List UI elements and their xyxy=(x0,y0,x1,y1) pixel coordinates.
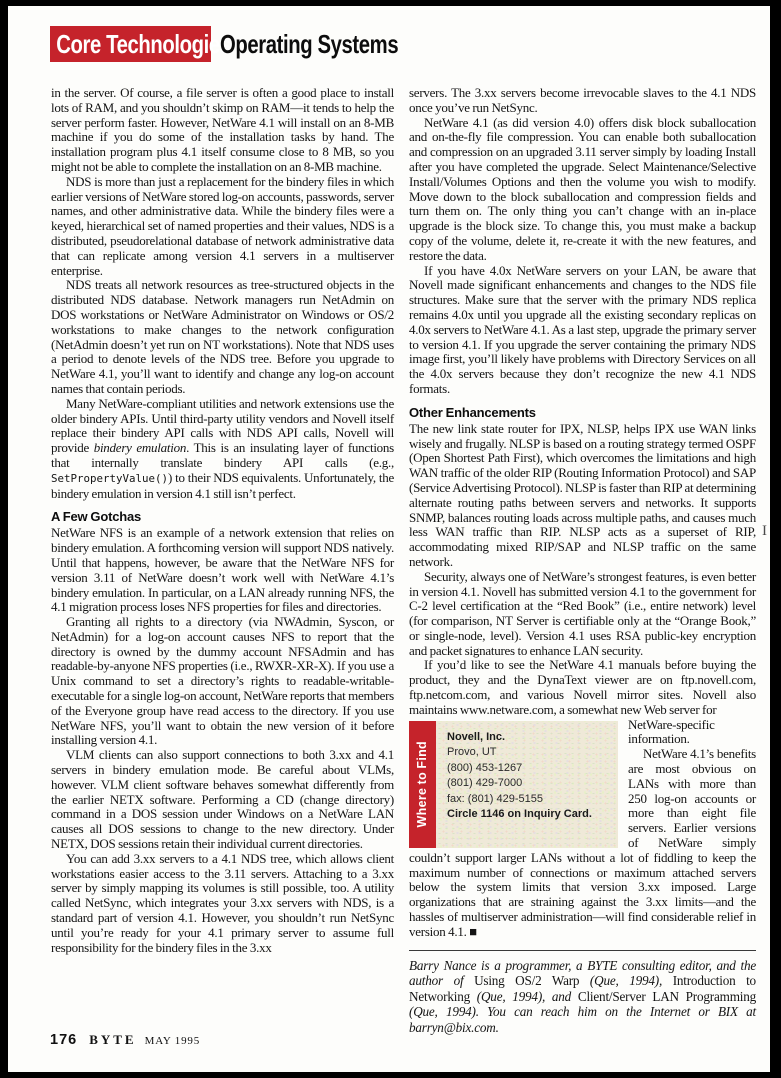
kicker-banner xyxy=(50,26,231,62)
page-number: 176 xyxy=(50,1032,78,1048)
magazine-name: BYTE xyxy=(89,1032,137,1047)
paragraph: NetWare NFS is an example of a network extension that relies on bindery emulation. A forthcoming version will support NDS natively. Until that happens, however, be aware that the NetWare NFS for version 3.11 of NetWare doesn’t work well with NetWare 4.1’s bindery emulation. In particular, on a LAN already running NFS, the 4.1 migration process loses NFS properties for files and directories. xyxy=(51,525,394,615)
paragraph: If you’d like to see the NetWare 4.1 manuals before buying the product, they and the DynaText viewer are on ftp.novell.com, ftp.netcom.com, and various Novell mirror sites. Novell also maintains www.netware.com, a somewhat new Web server for xyxy=(409,657,756,717)
paragraph: NDS treats all network resources as tree-structured objects in the distributed NDS database. Network managers run NetAdmin on DOS workstations or NetWare Administrator on Windows or OS/2 workstations to make changes to the network configuration (NetAdmin doesn’t yet run on NT workstations). Note that NDS uses a period to denote levels of the NDS tree. Before you upgrade to NetWare 4.1, you’ll want to identify and change any log-on account names that contain periods. xyxy=(51,277,394,396)
author-bio xyxy=(409,958,756,1036)
section-heading-other-enhancements: Other Enhancements xyxy=(409,404,536,420)
vendor-fax: fax: (801) 429-5155 xyxy=(447,792,544,805)
paragraph: NetWare 4.1’s benefits are most obvious on LANs with more than 250 log-on accounts or more than eight file servers. Earlier versions of NetWare simply couldn’t support larger LANs without a lot of fiddling to keep the maximum number of connections or maximum attached servers below the system limits that version 3.xx imposed. Large organizations that are straining against the 3.xx limits—and the hassles of multiserver administration—will find considerable relief in version 4.1. ■ xyxy=(409,746,756,939)
paragraph: NDS is more than just a replacement for the bindery files in which earlier versions of NetWare stored log-on accounts, passwords, server names, and other administrative data. While the bindery files were a keyed, hierarchical set of named properties and their values, NDS is a distributed, pseudorelational database of network administrative data that can replicate among version 4.1 servers in a multiserver enterprise. xyxy=(51,173,394,278)
paragraph: NetWare-specific information. xyxy=(628,716,715,747)
paragraph: servers. The 3.xx servers become irrevocable slaves to the 4.1 NDS once you’ve run NetSync. xyxy=(409,85,756,115)
paragraph: You can add 3.xx servers to a 4.1 NDS tree, which allows client workstations easier access to the 3.11 servers. Attaching to a 3.xx server by simply mapping its volumes is still possible, too. A utility called NetSync, which integrates your 3.xx servers with NDS, is a standard part of version 4.1. However, you shouldn’t run NetSync until you’re ready for your 4.1 primary server to assume full responsibility for the bindery files in the 3.xx xyxy=(51,850,394,955)
where-to-find-box xyxy=(409,721,618,848)
ibeam-cursor-icon: I xyxy=(762,523,767,539)
paragraph-text: . This is an insulating layer of functions that internally translate bindery API calls (e.g., xyxy=(51,440,394,470)
italic-term: bindery emulation xyxy=(93,440,187,456)
article-column-right xyxy=(409,86,756,1036)
vendor-location: Provo, UT xyxy=(447,746,497,759)
section-title xyxy=(220,26,448,62)
paragraph-text: Many NetWare-compliant utilities and network extensions use the older bindery APIs. Until third-party utility vendors and Novell itself replace their bindery API calls with NDS API calls, Novell will provide xyxy=(51,395,394,456)
section-title-label: Operating Systems xyxy=(220,28,399,59)
code-snippet: SetPropertyValue() xyxy=(51,471,169,485)
book-title: Introduction to Networking xyxy=(409,973,756,1004)
kicker-label: Core Technologies xyxy=(56,28,231,59)
vendor-phone-2: (801) 429-7000 xyxy=(447,777,523,790)
paragraph: The new link state router for IPX, NLSP, helps IPX use WAN links wisely and frugally. NLSP is based on a routing strategy termed OSPF (Open Shortest Path First), which overcomes the limitations and high WAN traffic of the older RIP (Routing Information Protocol) and SAP (Service Advertising Protocol). NLSP is faster than RIP at determining alternate routing paths between servers and networks. It supports SNMP, balances routing loads across multiple paths, and causes much less WAN traffic than RIP. NLSP acts as a superset of RIP, accommodating mixed RIP/SAP and NLSP traffic on the same network. xyxy=(409,420,756,569)
where-to-find-content xyxy=(436,721,618,848)
paragraph: Granting all rights to a directory (via NWAdmin, Syscon, or NetAdmin) for a log-on account causes NFS to report that the directory is owned by the dummy account NFSAdmin and has readable-by-anyone NFS properties (i.e., RWXR-XR-X). If you use a Unix command to set a directory’s rights to readable-writable-executable for a single log-on account, NetWare reports that members of the Everyone group have read access to the directory. If you use NetWare NFS, you’ll want to obtain the new version of it before installing version 4.1. xyxy=(51,614,394,748)
where-to-find-red-band xyxy=(409,721,436,848)
where-to-find-label: Where to Find xyxy=(415,740,430,828)
paragraph: NetWare 4.1 (as did version 4.0) offers disk block suballocation and on-the-fly file compression. You can enable both suballocation and compression on an upgraded 3.11 server simply by loading Install after you have completed the upgrade. Select Maintenance/Selective Install/Volumes Options and then the volume you wish to modify. Move down to the block suballocation and compression fields and turn them on. The only thing you can’t change with an in-place upgrade is the block size. To change this, you must make a backup copy of the volume, delete it, re-create it with the new features, and restore the data. xyxy=(409,114,756,263)
bio-text: (Que, 1994), xyxy=(579,973,673,989)
page-footer xyxy=(50,1032,200,1048)
issue-date: MAY 1995 xyxy=(144,1035,201,1047)
inquiry-card-note: Circle 1146 on Inquiry Card. xyxy=(447,808,592,821)
article-column-left xyxy=(51,86,394,955)
vendor-phone-1: (800) 453-1267 xyxy=(447,761,523,774)
vendor-name: Novell, Inc. xyxy=(447,730,506,743)
bio-text: Barry Nance is a programmer, a BYTE consulting editor, and the author of xyxy=(409,957,756,989)
paragraph: in the server. Of course, a file server is often a good place to install lots of RAM, and you shouldn’t skimp on RAM—it tends to help the server perform faster. However, NetWare 4.1 will install on an 8-MB machine if you do some of the installation tasks by hand. The installation program plus 4.1 itself consume close to 8 MB, so you might not be able to complete the installation on an 8-MB machine. xyxy=(51,85,394,174)
book-title: Using OS/2 Warp xyxy=(474,973,580,989)
bio-text: (Que, 1994). You can reach him on the Internet or BIX at barryn@bix.com. xyxy=(409,1004,756,1035)
section-heading-a-few-gotchas: A Few Gotchas xyxy=(51,509,142,525)
bio-text: (Que, 1994), and xyxy=(470,988,578,1004)
paragraph: If you have 4.0x NetWare servers on your LAN, be aware that Novell made significant enhancements and changes to the NDS file structures. Make sure that the server with the primary NDS replica remains 4.0x until you upgrade all the existing secondary replicas on 4.0x servers to NetWare 4.1. As a last step, upgrade the primary server to version 4.1. If you upgrade the server containing the primary NDS image first, you’ll likely have problems with Directory Services on all the 4.0x servers because they don’t recognize the new 4.1 NDS formats. xyxy=(409,262,756,396)
paragraph: Security, always one of NetWare’s strongest features, is even better in version 4.1. Novell has submitted version 4.1 to the government for C-2 level certification at the “Red Book” (i.e., entire network) level (for comparison, NT Server is certifiable only at the “Orange Book,” or single-node, level). Version 4.1 uses RSA public-key encryption and packet signatures to enhance LAN security. xyxy=(409,568,756,658)
paragraph: VLM clients can also support connections to both 3.xx and 4.1 servers in bindery emulation mode. Be careful about VLMs, however. VLM client software behaves somewhat differently from the earlier NETX software. Performing a CD (change directory) command in a DOS session under Windows on a NetWare LAN causes all DOS sessions to change to the new directory. Under NETX, DOS sessions retain their individual current directories. xyxy=(51,747,394,852)
bio-divider xyxy=(409,950,756,951)
paragraph xyxy=(51,397,394,502)
magazine-page xyxy=(8,6,770,1072)
book-title: Client/Server LAN Programming xyxy=(577,988,756,1004)
paragraph-text: ) to their NDS equivalents. Unfortunately, the bindery emulation in version 4.1 still isn’t perfect. xyxy=(51,469,394,501)
